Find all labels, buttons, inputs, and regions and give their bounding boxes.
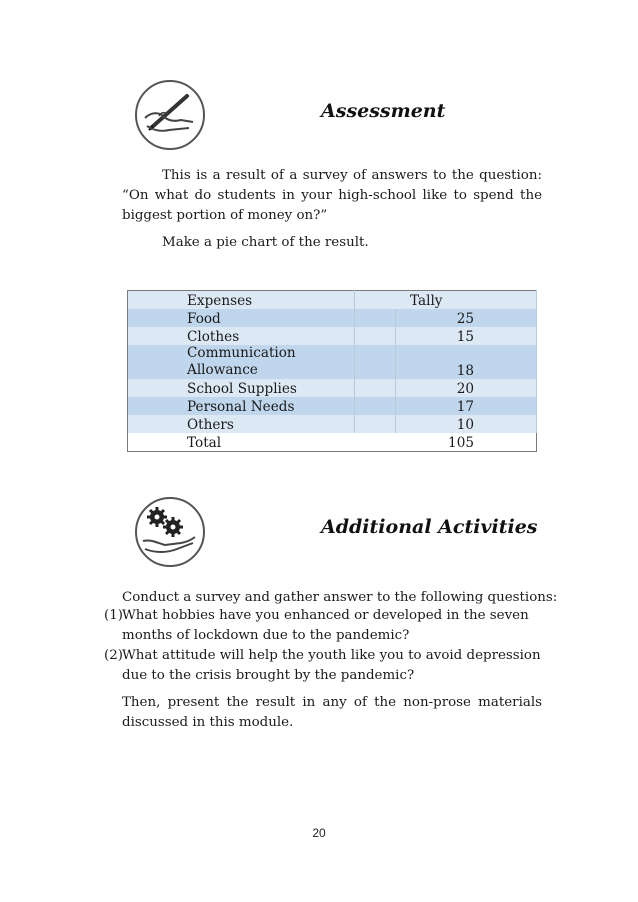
row-label: School Supplies (128, 379, 355, 397)
total-label: Total (128, 433, 355, 452)
question-number: (2) (104, 648, 123, 663)
question-list (104, 606, 544, 686)
table-row (128, 415, 537, 433)
total-value: 105 (396, 433, 537, 452)
assessment-instruction: Make a pie chart of the result. (162, 235, 369, 250)
additional-activities-heading: Additional Activities (321, 516, 538, 538)
row-value: 18 (396, 345, 537, 379)
header-tally: Tally (355, 291, 537, 310)
table-row (128, 309, 537, 327)
row-label (128, 345, 355, 379)
page-number: 20 (312, 826, 326, 840)
expenses-tally-table (127, 290, 537, 452)
table-row (128, 327, 537, 345)
table-row (128, 379, 537, 397)
row-label: Food (128, 309, 355, 327)
list-item (104, 606, 544, 646)
additional-closing: Then, present the result in any of the non-prose materials discussed in this module. (122, 695, 542, 730)
row-label: Others (128, 415, 355, 433)
row-label: Clothes (128, 327, 355, 345)
row-value: 25 (396, 309, 537, 327)
gears-hand-icon (135, 497, 205, 567)
row-label-line2: Allowance (187, 362, 258, 378)
assessment-intro: This is a result of a survey of answers to the question: “On what do students in your high-school like to spend the biggest portion of money on?” (122, 168, 542, 223)
list-item (104, 646, 544, 686)
table-row (128, 397, 537, 415)
row-value: 10 (396, 415, 537, 433)
row-label: Personal Needs (128, 397, 355, 415)
table-row (128, 345, 537, 379)
row-value: 20 (396, 379, 537, 397)
row-value: 17 (396, 397, 537, 415)
table-header-row (128, 291, 537, 310)
assessment-heading: Assessment (321, 100, 446, 122)
row-value: 15 (396, 327, 537, 345)
header-expenses: Expenses (128, 291, 355, 310)
table-total-row (128, 433, 537, 452)
additional-intro: Conduct a survey and gather answer to the following questions: (122, 590, 558, 605)
question-number: (1) (104, 608, 123, 623)
row-label-line1: Communication (187, 345, 296, 361)
question-text: What attitude will help the youth like you to avoid depression due to the crisis brought by the pandemic? (122, 648, 541, 683)
question-text: What hobbies have you enhanced or developed in the seven months of lockdown due to the pandemic? (122, 608, 529, 643)
writing-hand-icon (135, 80, 205, 150)
